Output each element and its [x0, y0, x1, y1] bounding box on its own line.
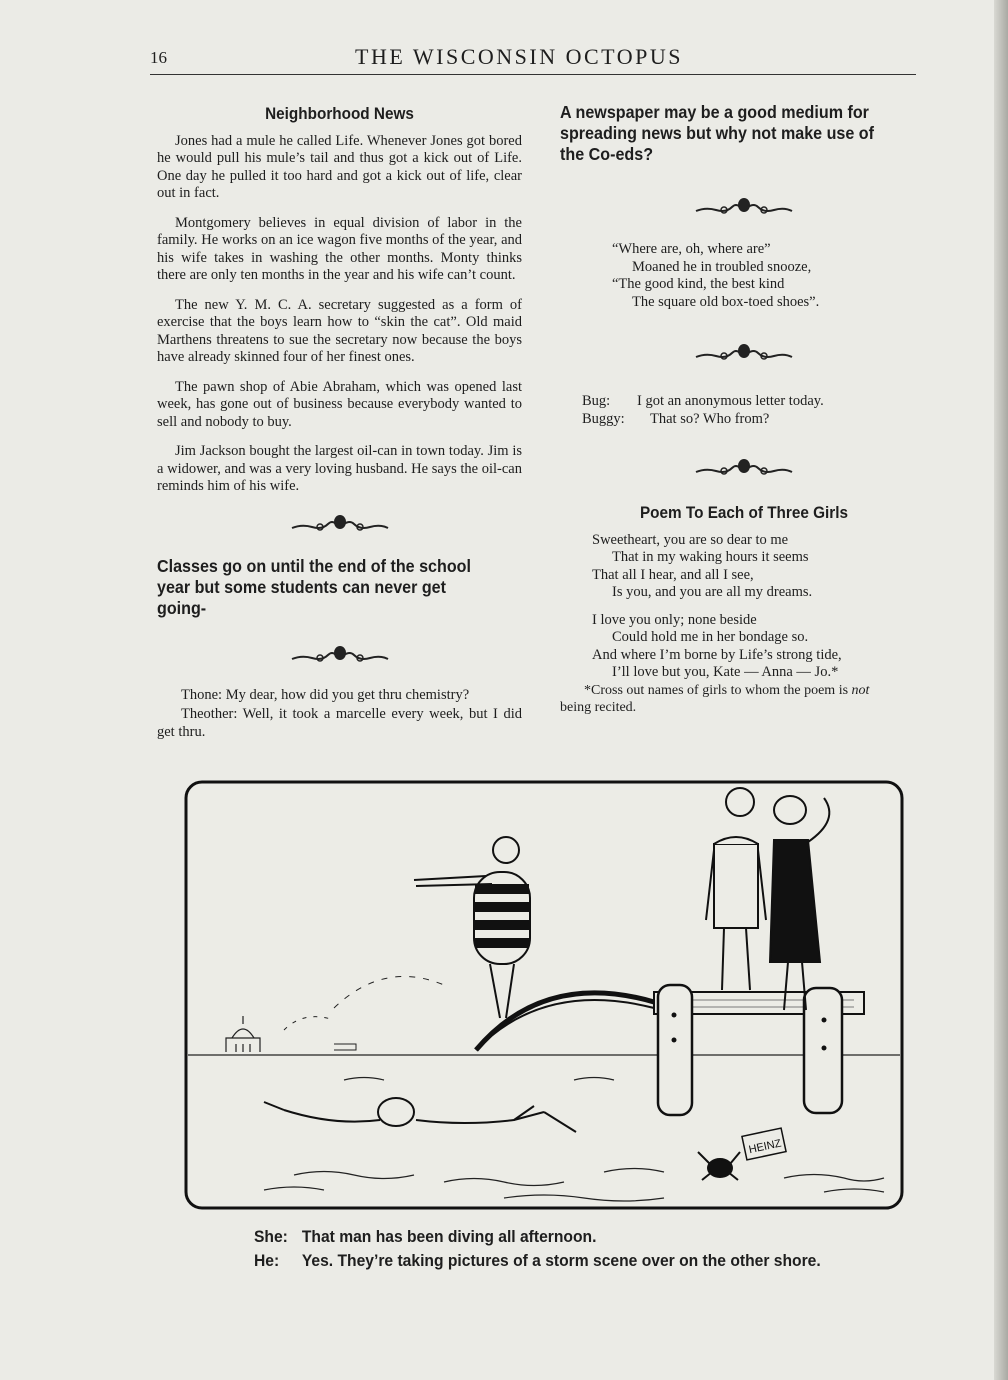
chemistry-line-2: Theother: Well, it took a marcelle every week, but I did get thru. — [157, 706, 522, 740]
caption-text-she: That man has been diving all afternoon. — [301, 1227, 597, 1246]
left-column — [157, 105, 522, 753]
page-number: 16 — [150, 48, 167, 67]
poem-title: Poem To Each of Three Girls — [639, 503, 849, 522]
ornament-icon — [694, 341, 794, 363]
caption-speaker-she: She: — [254, 1227, 288, 1246]
running-title: THE WISCONSIN OCTOPUS — [355, 44, 683, 69]
news-paragraph-oil-can: Jim Jackson bought the largest oil-can in town today. Jim is a widower, and was a very loving husband. He says the oil-can reminds him of his wife. — [157, 443, 522, 494]
newspaper-joke: A newspaper may be a good medium for spreading news but why not make use of the Co-eds? — [560, 102, 875, 164]
ornament-icon — [290, 512, 390, 534]
cartoon-caption — [254, 1225, 884, 1273]
speaker-bug: Bug: — [582, 393, 611, 409]
ornament-icon — [290, 643, 390, 665]
shoes-verse — [560, 241, 928, 311]
poem-line: Sweetheart, you are so dear to me — [592, 531, 789, 548]
ornament-icon — [694, 456, 794, 478]
news-paragraph-montgomery: Montgomery believes in equal division of labor in the family. He works on an ice wagon five months of the year, and his wife takes in washing the other months. Monty thinks there are only ten months in the year and his wife can’t count. — [157, 214, 522, 283]
page-header — [150, 44, 916, 78]
poem-stanza-2 — [560, 612, 928, 682]
buggy-line-text: That so? Who from? — [650, 410, 770, 427]
verse-line: The square old box-toed shoes”. — [632, 293, 820, 310]
footnote-end: being recited. — [560, 700, 637, 715]
verse-line: Moaned he in troubled snooze, — [632, 258, 812, 275]
caption-speaker-he: He: — [254, 1251, 280, 1270]
poem-line: Could hold me in her bondage so. — [612, 629, 809, 645]
caption-line-he — [254, 1249, 834, 1273]
footnote-text: *Cross out names of girls to whom the poem is — [584, 682, 852, 698]
header-rule — [150, 74, 916, 75]
caption-text-he: Yes. They’re taking pictures of a storm scene over on the other shore. — [301, 1251, 821, 1270]
poem-line: That all I hear, and all I see, — [592, 566, 754, 583]
heinz-sign-text: HEINZ — [747, 1137, 783, 1157]
chemistry-line-1: Thone: My dear, how did you get thru chemistry? — [181, 686, 470, 703]
bug-joke — [560, 393, 902, 428]
footnote-emphasis: not — [851, 682, 870, 698]
neighborhood-news-heading: Neighborhood News — [265, 104, 414, 123]
speaker-buggy: Buggy: — [582, 410, 625, 427]
poem-footnote — [560, 682, 928, 717]
poem-line: I love you only; none beside — [592, 611, 757, 628]
bug-line — [582, 393, 902, 411]
news-paragraph-ymca: The new Y. M. C. A. secretary suggested as a form of exercise that the boys learn how to “skin the cat”. Old maid Marthens threatens to sue the secretary now because the boys have already skinned four of her finest ones. — [157, 296, 522, 365]
news-paragraph-pawn-shop: The pawn shop of Abie Abraham, which was opened last week, has gone out of business because everybody wanted to sell and nobody to buy. — [157, 378, 522, 430]
poem-line: And where I’m borne by Life’s strong tide, — [592, 646, 842, 663]
poem-line: Is you, and you are all my dreams. — [612, 584, 813, 600]
poem-line: I’ll love but you, Kate — Anna — Jo.* — [612, 664, 839, 680]
buggy-line — [582, 411, 902, 429]
right-column — [560, 102, 928, 717]
ornament-icon — [694, 195, 794, 217]
classes-joke: Classes go on until the end of the school year but some students can never get going- — [157, 555, 471, 618]
poem-stanza-1 — [560, 532, 928, 602]
caption-line-she — [254, 1225, 834, 1249]
verse-line: “Where are, oh, where are” — [612, 241, 771, 257]
verse-line: “The good kind, the best kind — [612, 276, 785, 292]
page-edge-shadow — [994, 0, 1008, 1380]
news-paragraph-mule: Jones had a mule he called Life. Whenever Jones got bored he would pull his mule’s tail and thus got a kick out of Life. One day he pulled it too hard and got a kick out of life, clear out in fact. — [157, 132, 522, 201]
diving-cartoon — [184, 780, 904, 1210]
bug-line-text: I got an anonymous letter today. — [637, 393, 824, 409]
poem-line: That in my waking hours it seems — [612, 549, 809, 565]
